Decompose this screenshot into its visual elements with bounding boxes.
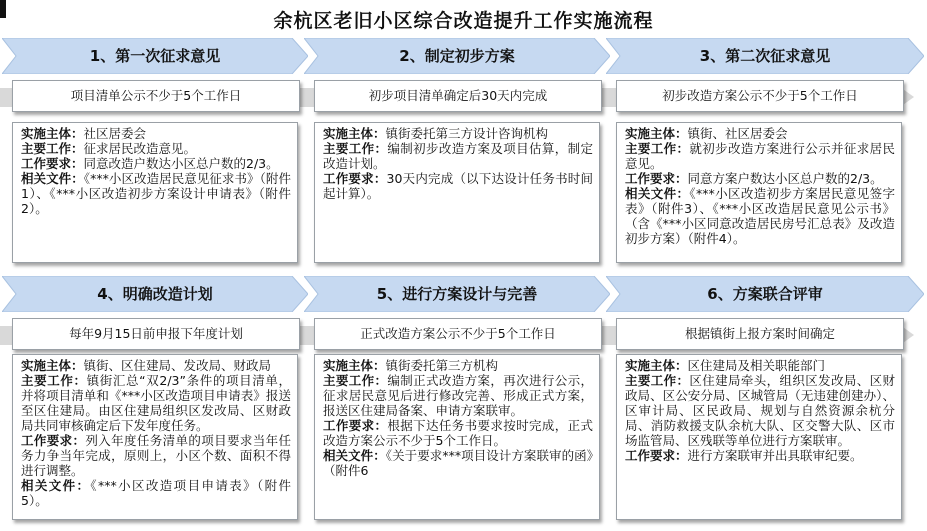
step-1-details [12, 122, 298, 263]
detail-key: 主要工作： [625, 373, 690, 388]
detail-value: 镇街汇总“双2/3”条件的项目清单，并将项目清单和《***小区改造项目申请表》报送至区住建局。由区住建局组织区发改局、区财政局共同审核确定后下发年度任务。 [21, 373, 291, 433]
detail-value: 镇街、社区居委会 [687, 126, 788, 141]
detail-line [21, 156, 291, 171]
detail-line [625, 126, 895, 141]
detail-line [625, 373, 895, 448]
detail-value: 列入年度任务清单的项目要求当年任务力争当年完成，原则上，小区个数、面积不得进行调整。 [21, 433, 291, 478]
step-6-chevron [606, 276, 924, 312]
detail-value: 镇街委托第三方设计咨询机构 [385, 126, 549, 141]
detail-line [323, 418, 593, 448]
detail-key: 实施主体： [21, 126, 84, 141]
detail-value: 镇街委托第三方机构 [385, 358, 499, 373]
detail-line [625, 186, 895, 246]
detail-line [21, 478, 291, 508]
detail-key: 工作要求： [625, 448, 688, 463]
detail-key: 工作要求： [323, 171, 387, 186]
detail-key: 主要工作： [323, 373, 388, 388]
detail-value: 社区居委会 [83, 126, 147, 141]
detail-line [21, 171, 291, 216]
detail-key: 工作要求： [21, 433, 86, 448]
step-4-chevron [2, 276, 308, 312]
detail-line [625, 358, 895, 373]
detail-line [323, 171, 593, 201]
detail-key: 工作要求： [625, 171, 688, 186]
step-1-chevron [2, 38, 308, 74]
step-5-chevron [304, 276, 610, 312]
detail-value: 《***小区改造项目申请表》（附件5）。 [21, 478, 291, 508]
step-3-chevron [606, 38, 924, 74]
detail-line [323, 448, 593, 478]
detail-value: 就初步改造方案进行公示并征求居民意见。 [625, 141, 895, 171]
detail-line [323, 126, 593, 141]
detail-key: 工作要求： [323, 418, 388, 433]
detail-line [21, 358, 291, 373]
step-4-label: 4、明确改造计划 [97, 285, 213, 303]
step-2-chevron [304, 38, 610, 74]
detail-value: 区住建局及相关职能部门 [687, 358, 826, 373]
detail-key: 主要工作： [323, 141, 388, 156]
step-6-requirement: 根据镇街上报方案时间确定 [616, 318, 904, 350]
detail-value: 《***小区改造初步方案居民意见签字表》（附件3）、《***小区改造居民意见公示书》（含《***小区同意改造居民房号汇总表》及改造初步方案）（附件4）。 [625, 186, 895, 246]
detail-key: 实施主体： [625, 358, 688, 373]
detail-key: 相关文件： [625, 186, 690, 201]
detail-value: 根据下达任务书要求按时完成，正式改造方案公示不少于5个工作日。 [323, 418, 593, 448]
detail-key: 工作要求： [21, 156, 84, 171]
detail-value: 征求居民改造意见。 [83, 141, 197, 156]
detail-key: 实施主体： [21, 358, 84, 373]
detail-line [21, 126, 291, 141]
detail-line [625, 448, 895, 463]
detail-line [21, 373, 291, 433]
detail-value: 30天内完成（以下达设计任务书时间起计算）。 [323, 171, 593, 201]
step-2-label: 2、制定初步方案 [399, 47, 515, 65]
step-4-details [12, 354, 298, 520]
detail-key: 主要工作： [21, 373, 87, 388]
detail-key: 实施主体： [323, 358, 386, 373]
detail-line [21, 141, 291, 156]
detail-key: 主要工作： [21, 141, 84, 156]
detail-value: 同意改造户数达小区总户数的2/3。 [83, 156, 279, 171]
step-5-requirement: 正式改造方案公示不少于5个工作日 [314, 318, 602, 350]
detail-line [21, 433, 291, 478]
detail-line [323, 373, 593, 418]
detail-value: 进行方案联审并出具联审纪要。 [687, 448, 863, 463]
detail-value: 同意方案户数达小区总户数的2/3。 [687, 171, 883, 186]
detail-key: 相关文件： [323, 448, 386, 463]
step-6-label: 6、方案联合评审 [707, 285, 823, 303]
detail-key: 实施主体： [625, 126, 688, 141]
step-5-details [314, 354, 600, 520]
step-4-requirement: 每年9月15日前申报下年度计划 [12, 318, 300, 350]
step-2-requirement: 初步项目清单确定后30天内完成 [314, 80, 602, 112]
detail-key: 主要工作： [625, 141, 690, 156]
detail-key: 相关文件： [21, 171, 84, 186]
detail-line [625, 171, 895, 186]
detail-value: 区住建局牵头，组织区发改局、区财政局、区公安分局、区城管局（无违建创建办）、区审计局、区民政局、规划与自然资源余杭分局、消防救援支队余杭大队、区交警大队、区市场监管局、区残联等单位进行方案联审。 [625, 373, 895, 448]
detail-line [323, 141, 593, 171]
step-3-label: 3、第二次征求意见 [699, 47, 831, 65]
step-1-requirement: 项目清单公示不少于5个工作日 [12, 80, 300, 112]
detail-value: 编制初步改造方案及项目估算，制定改造计划。 [323, 141, 593, 171]
step-5-label: 5、进行方案设计与完善 [376, 285, 538, 303]
step-3-requirement: 初步改造方案公示不少于5个工作日 [616, 80, 904, 112]
detail-key: 实施主体： [323, 126, 386, 141]
page-title: 余杭区老旧小区综合改造提升工作实施流程 [273, 10, 654, 32]
step-6-details [616, 354, 902, 520]
detail-value: 镇街、区住建局、发改局、财政局 [83, 358, 272, 373]
detail-key: 相关文件： [21, 478, 91, 493]
detail-line [625, 141, 895, 171]
step-2-details [314, 122, 600, 263]
step-1-label: 1、第一次征求意见 [89, 47, 221, 65]
detail-value: 《关于要求***项目设计方案联审的函》（附件6 [323, 448, 593, 478]
detail-value: 《***小区改造居民意见征求书》（附件1）、《***小区改造初步方案设计申请表》（附件2）。 [21, 171, 291, 216]
detail-value: 编制正式改造方案，再次进行公示，征求居民意见后进行修改完善、形成正式方案，报送区住建局备案、申请方案联审。 [323, 373, 593, 418]
step-3-details [616, 122, 902, 263]
detail-line [323, 358, 593, 373]
